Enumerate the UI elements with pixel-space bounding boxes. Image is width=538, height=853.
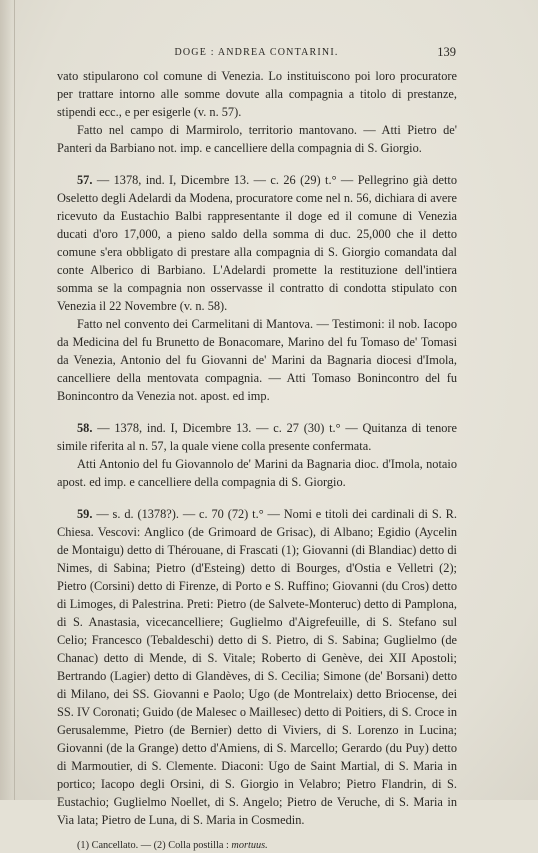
entry-57-place: Fatto nel convento dei Carmelitani di Mantova. — Testimoni: il nob. Iacopo da Medicina del fu Brunetto de Bonacomare, Marino del fu Tomaso de' Tomasi da Venezia, Antonio del fu Giovanni de' Marini da Bagnaria diocesi d'Imola, cancelliere della mentovata compagnia. — Atti Tomaso Bonincontro del fu Bonincontro da Venezia not. apost. ed imp. — [57, 317, 457, 403]
footnote-italic: mortuus. — [231, 840, 268, 851]
entry-number: 57. — [77, 173, 93, 187]
entry-heading: — 1378, ind. I, Dicembre 13. — c. 27 (30) t.° — — [92, 421, 363, 435]
intro-place: Fatto nel campo di Marmirolo, territorio mantovano. — Atti Pietro de' Panteri da Barbiano not. imp. e cancelliere della compagnia di S. Giorgio. — [57, 123, 457, 155]
running-head: DOGE : ANDREA CONTARINI. — [174, 47, 339, 58]
footnote-text: (1) Cancellato. — (2) Colla postilla : — [77, 840, 232, 851]
entry-heading: — s. d. (1378?). — c. 70 (72) t.° — — [92, 507, 284, 521]
entry-text: Quitanza di tenore simile riferita al n. 57, la quale viene colla presente confermata. — [57, 421, 458, 453]
entry-text: Nomi e titoli dei cardinali di S. R. Chiesa. Vescovi: Anglico (de Grimoard de Grisac), di Albano; Egidio (Aycelin de Montaigu) detto di Thérouane, di Frascati (1); Giovanni (di Blandiac) detto di Nimes, di Sabina; Pietro (d'Esteing) detto di Bourges, d'Ostia e Velletri (2); Pietro (Corsini) detto di Firenze, di Porto e S. Ruffino; Giovanni (du Cros) detto di Limoges, di Palestrina. Preti: Pietro (de Salvete-Monteruc) detto di Pamplona, di S. Anastasia, vicecancelliere; Guglielmo d'Aigrefeuille, di S. Stefano sul Celio; Francesco (Tebaldeschi) detto di S. Pietro, di S. Sabina; Guglielmo (de Chanac) detto di Mende, di S. Vitale; Roberto di Genève, dei XII Apostoli; Bertrando (Lagier) detto di Glandèves, di S. Cecilia; Simone (de' Borsani) detto di Milano, dei SS. Giovanni e Paolo; Ugo (de Montrelaix) detto Briocense, dei SS. IV Coronati; Guido (de Malesec o Maillesec) detto di Poitiers, di S. Croce in Gerusalemme, Pietro (de Bernier) detto di Viviers, di S. Lorenzo in Lucina; Giovanni (de la Grange) detto d'Amiens, di S. Marcello; Gerardo (du Puy) detto di Marmoutier, di S. Clemente. Diaconi: Ugo de Saint Martial, di S. Maria in portico; Iacopo degli Orsini, di S. Giorgio in Velabro; Pietro Flandrin, di S. Eustachio; Guglielmo Noellet, di S. Angelo; Pietro de Veruche, di S. Maria in Via lata; Pietro de Luna, di S. Maria in Cosmedin. — [57, 507, 457, 827]
entry-number: 58. — [77, 421, 93, 435]
intro-paragraph: vato stipularono col comune di Venezia. Lo instituiscono poi loro procuratore per trattare intorno alle somme dovute alla compagnia a titolo di prestanze, stipendi ecc., e per esigerle (v. n. 57). — [57, 69, 457, 119]
page-number: 139 — [437, 45, 456, 59]
footnotes — [57, 839, 457, 853]
entry-57 — [57, 171, 457, 315]
page-body — [57, 67, 457, 853]
entry-58 — [57, 419, 457, 455]
entry-59 — [57, 505, 457, 829]
entry-heading: — 1378, ind. I, Dicembre 13. — c. 26 (29) t.° — — [92, 173, 358, 187]
entry-text: Pellegrino già detto Oseletto degli Adelardi da Modena, procuratore come nel n. 56, dichiara di avere ricevuto da Eustachio Balbi rappresentante il doge ed il comune di Venezia ducati d'oro 17,000, a pieno saldo della somma di duc. 25,000 che il detto comune s'era obbligato di prestare alla compagnia di S. Giorgio comandata dal conte Alberico di Barbiano. L'Adelardi promette la restituzione dell'intiera somma se la compagnia non osservasse il contratto di condotta stipulato con Venezia il 22 Novembre (v. n. 58). — [57, 173, 458, 313]
entry-number: 59. — [77, 507, 93, 521]
entry-58-place: Atti Antonio del fu Giovannolo de' Marini da Bagnaria dioc. d'Imola, notaio apost. ed imp. e cancelliere della compagnia di S. Giorgio. — [57, 457, 457, 489]
page-header — [57, 47, 456, 63]
